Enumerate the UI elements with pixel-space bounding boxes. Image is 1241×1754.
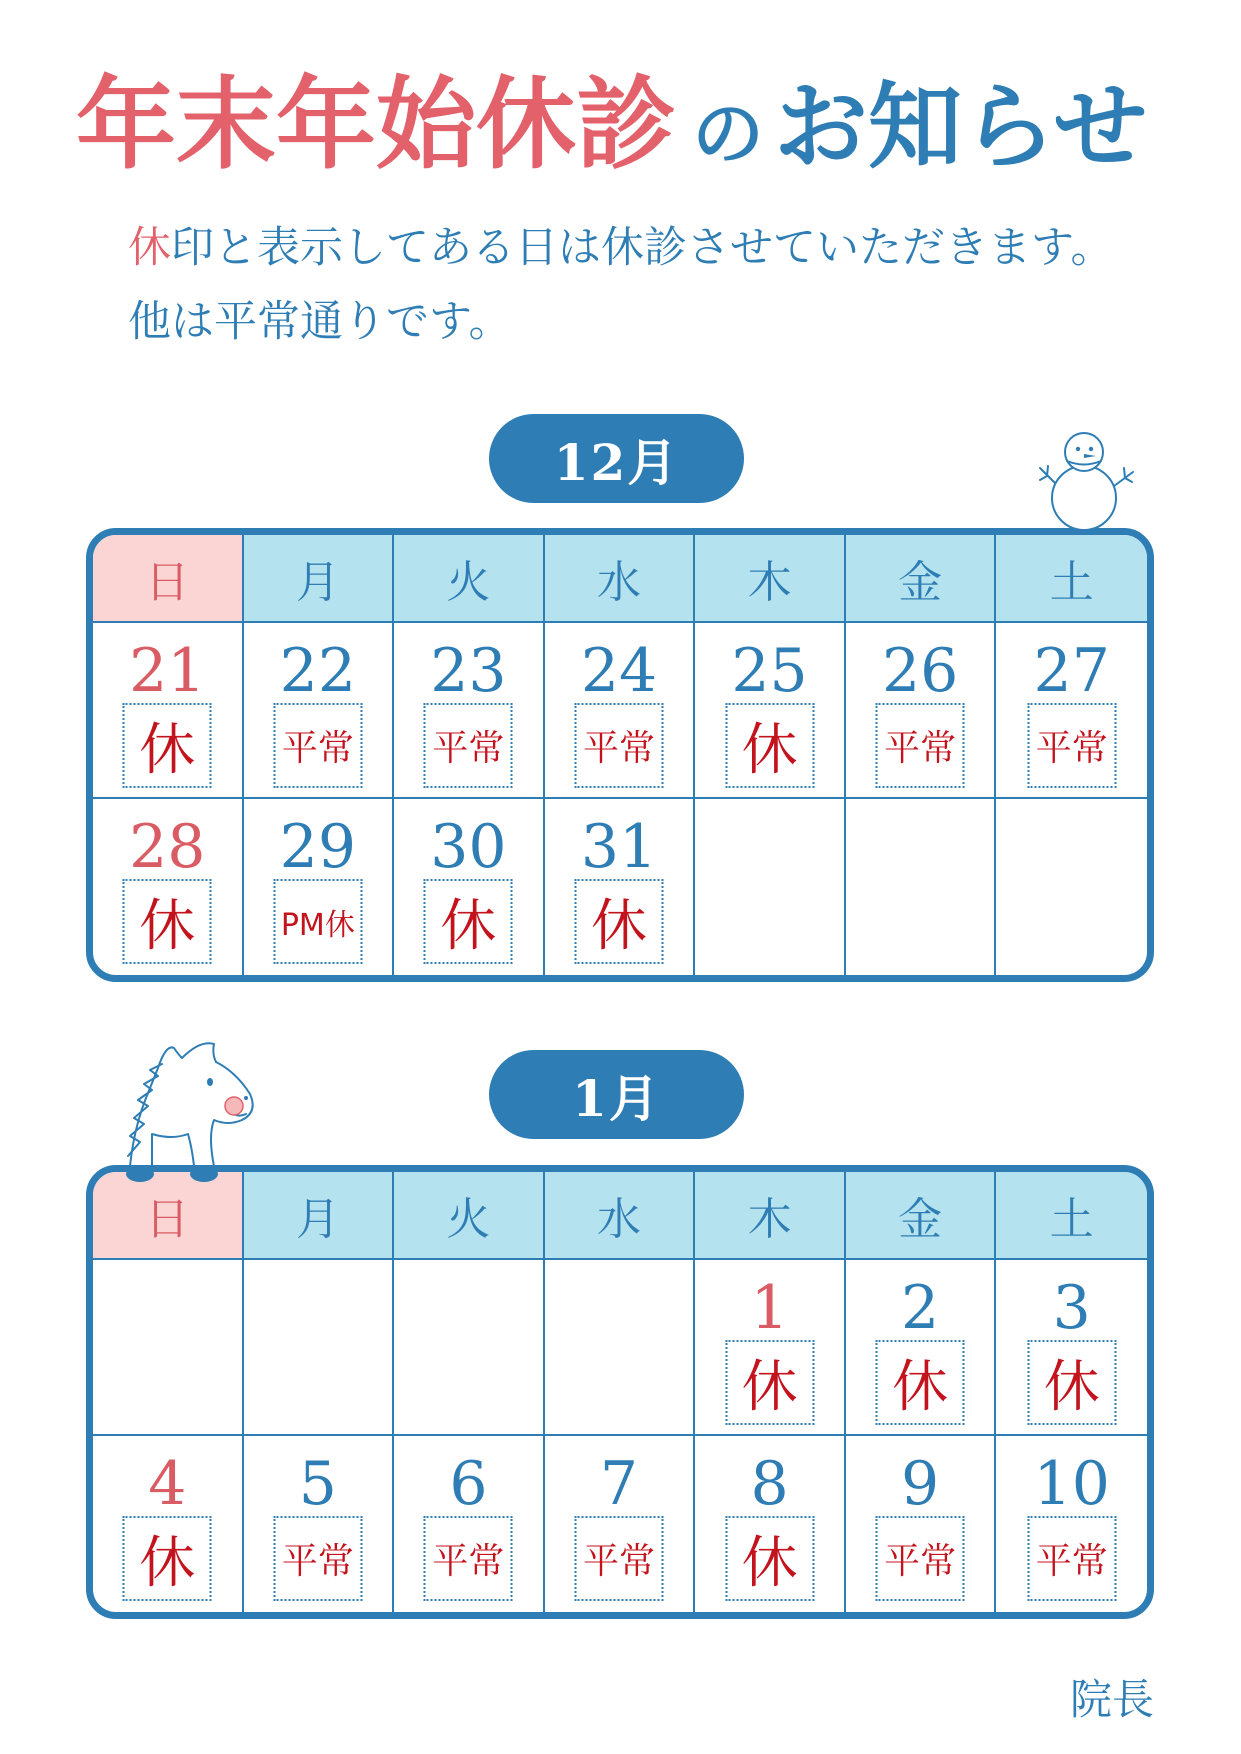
status-label: 平常 [884, 728, 957, 769]
status-label: 平常 [582, 1541, 655, 1582]
status-label: 平常 [281, 728, 354, 769]
calendar-january [86, 1165, 1154, 1619]
empty-day-cell [394, 1260, 545, 1436]
day-number: 8 [750, 1449, 789, 1519]
day-number: 3 [1052, 1273, 1091, 1343]
day-number: 28 [129, 812, 206, 882]
calendar-day-cell [545, 799, 696, 975]
title-particle: の [692, 92, 765, 176]
day-number: 31 [580, 812, 658, 882]
status-box [123, 703, 212, 788]
calendar-december [86, 528, 1154, 982]
calendar-day-cell [93, 799, 244, 975]
status-box [123, 1516, 212, 1601]
weekday-header-tue: 火 [394, 1172, 545, 1260]
status-box [574, 879, 663, 964]
notice-line-1-text: 印と表示してある日は休診させていただきます。 [171, 223, 1114, 273]
weekday-header-fri: 金 [846, 1172, 997, 1260]
weekday-header-fri: 金 [846, 535, 997, 623]
day-number: 5 [298, 1449, 337, 1519]
status-label: 平常 [432, 1541, 505, 1582]
calendar-day-cell [695, 1260, 846, 1436]
weekday-header-sat: 土 [996, 535, 1147, 623]
day-number: 4 [148, 1449, 187, 1519]
status-label: 休 [139, 717, 196, 783]
calendar-day-cell [846, 1260, 997, 1436]
weekday-header-mon: 月 [244, 535, 395, 623]
title-main: 年末年始休診 [76, 66, 676, 183]
status-label: 休 [1043, 1354, 1100, 1420]
calendar-day-cell [93, 623, 244, 799]
status-box [1027, 703, 1116, 788]
status-label: 休 [440, 893, 497, 959]
empty-day-cell [545, 1260, 696, 1436]
weekday-header-sun: 日 [93, 535, 244, 623]
status-box [725, 1516, 814, 1601]
status-box [574, 1516, 663, 1601]
weekday-header-wed: 水 [545, 1172, 696, 1260]
calendar-day-cell [996, 1436, 1147, 1612]
notice-line-1 [128, 211, 1114, 285]
calendar-day-cell [394, 623, 545, 799]
day-number: 21 [129, 636, 206, 706]
month-label-january: 1月 [489, 1050, 744, 1139]
status-label: 休 [741, 1354, 798, 1420]
title-sub: お知らせ [774, 73, 1148, 182]
status-label: 平常 [884, 1541, 957, 1582]
empty-day-cell [93, 1260, 244, 1436]
status-label: 休 [139, 1530, 196, 1596]
status-box [424, 879, 513, 964]
status-label: 平常 [1035, 728, 1108, 769]
empty-day-cell [695, 799, 846, 975]
status-box [273, 879, 362, 964]
notice-line-2: 他は平常通りです。 [128, 297, 512, 347]
status-box [123, 879, 212, 964]
notice-text [128, 211, 1114, 359]
weekday-header-tue: 火 [394, 535, 545, 623]
calendar-day-cell [93, 1436, 244, 1612]
empty-day-cell [244, 1260, 395, 1436]
day-number: 7 [599, 1449, 639, 1519]
status-box [273, 703, 362, 788]
day-number: 10 [1033, 1449, 1110, 1519]
day-number: 9 [901, 1449, 940, 1519]
status-label: 休 [590, 893, 647, 959]
day-number: 26 [881, 636, 959, 706]
status-box [1027, 1340, 1116, 1425]
status-box [876, 1340, 965, 1425]
calendar-day-cell [394, 1436, 545, 1612]
status-box [725, 1340, 814, 1425]
weekday-header-mon: 月 [244, 1172, 395, 1260]
calendar-day-cell [695, 1436, 846, 1612]
status-label: 平常 [281, 1541, 354, 1582]
status-label: 平常 [582, 728, 655, 769]
status-label: 休 [139, 893, 196, 959]
status-box [273, 1516, 362, 1601]
status-box [876, 703, 965, 788]
day-number: 6 [449, 1449, 488, 1519]
empty-day-cell [996, 799, 1147, 975]
status-label: PM休 [280, 907, 355, 943]
status-label: 平常 [432, 728, 505, 769]
status-box [1027, 1516, 1116, 1601]
calendar-day-cell [996, 1260, 1147, 1436]
weekday-header-sat: 土 [996, 1172, 1147, 1260]
calendar-day-cell [996, 623, 1147, 799]
weekday-header-sun: 日 [93, 1172, 244, 1260]
calendar-day-cell [695, 623, 846, 799]
weekday-header-wed: 水 [545, 535, 696, 623]
horse-illustration [118, 1036, 258, 1186]
day-number: 27 [1033, 636, 1110, 706]
day-number: 22 [279, 636, 357, 706]
status-label: 平常 [1035, 1541, 1108, 1582]
status-box [725, 703, 814, 788]
status-label: 休 [741, 1530, 798, 1596]
page-title [76, 60, 1147, 190]
day-number: 25 [731, 636, 808, 706]
status-label: 休 [741, 717, 798, 783]
status-label: 休 [892, 1354, 949, 1420]
calendar-day-cell [846, 623, 997, 799]
calendar-day-cell [244, 623, 395, 799]
day-number: 29 [279, 812, 357, 882]
snowman-illustration [1036, 428, 1136, 532]
day-number: 30 [430, 812, 507, 882]
calendar-day-cell [545, 1436, 696, 1612]
weekday-header-thu: 木 [695, 1172, 846, 1260]
day-number: 1 [750, 1273, 789, 1343]
weekday-header-thu: 木 [695, 535, 846, 623]
calendar-day-cell [394, 799, 545, 975]
calendar-day-cell [244, 1436, 395, 1612]
status-box [574, 703, 663, 788]
day-number: 24 [580, 636, 658, 706]
calendar-day-cell [846, 1436, 997, 1612]
status-box [876, 1516, 965, 1601]
calendar-day-cell [545, 623, 696, 799]
closed-mark: 休 [128, 223, 171, 273]
calendar-day-cell [244, 799, 395, 975]
status-box [424, 703, 513, 788]
day-number: 2 [901, 1273, 940, 1343]
empty-day-cell [846, 799, 997, 975]
month-label-december: 12月 [489, 414, 744, 503]
signature: 院長 [1069, 1675, 1154, 1724]
day-number: 23 [430, 636, 507, 706]
status-box [424, 1516, 513, 1601]
